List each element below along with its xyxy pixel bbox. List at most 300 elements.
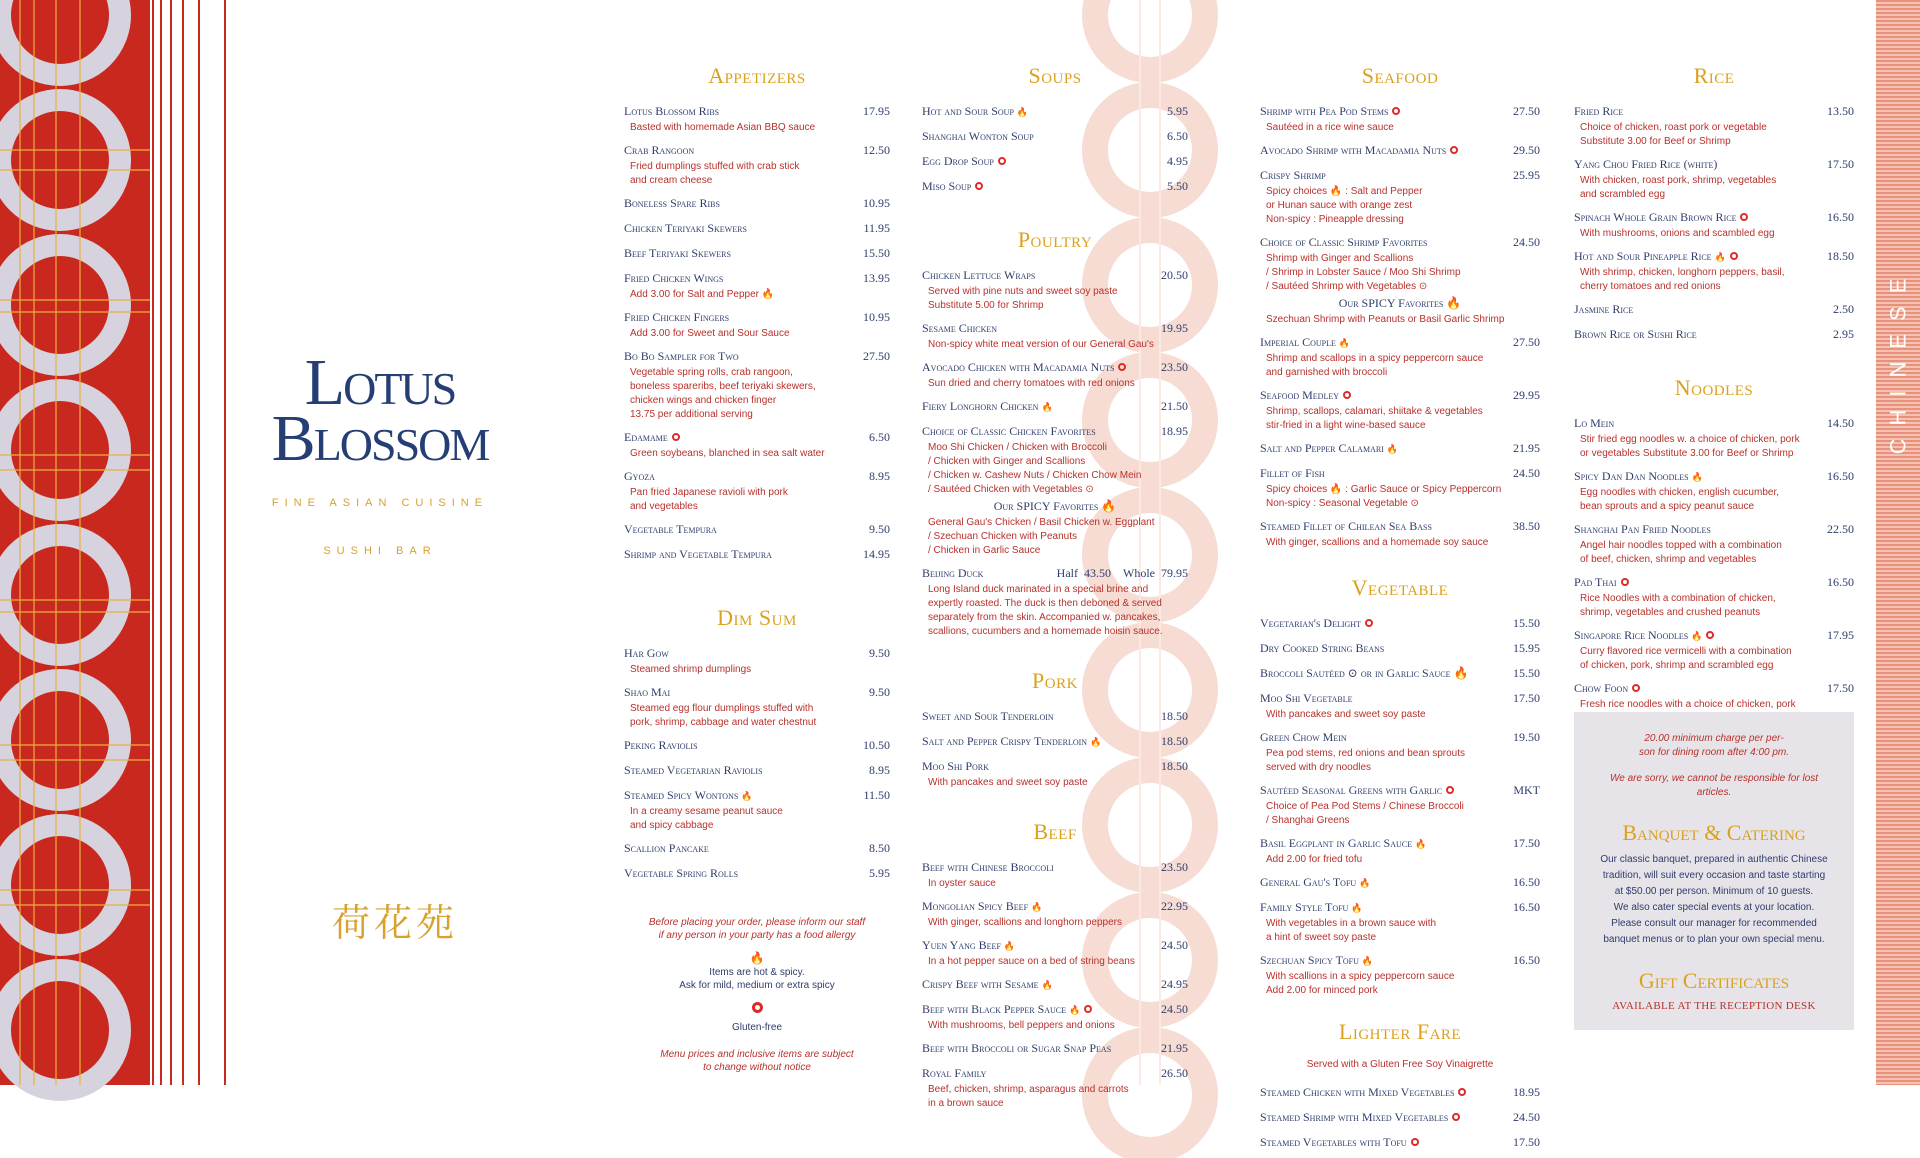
- menu-item-price: 14.50: [1827, 416, 1854, 430]
- menu-item: [922, 1000, 1188, 1032]
- menu-item-head: [624, 347, 890, 365]
- menu-item-name: Imperial Couple: [1260, 335, 1336, 349]
- menu-notes: [624, 916, 890, 1074]
- menu-item-name: Vegetarian's Delight: [1260, 616, 1361, 630]
- menu-item-head: [1574, 520, 1854, 538]
- section-appetizers: [624, 62, 890, 563]
- menu-item-description: Non-spicy : Pineapple dressing: [1266, 214, 1404, 225]
- menu-item: [1260, 951, 1540, 997]
- menu-item-head: [922, 975, 1188, 993]
- menu-item-name-wrap: [1260, 333, 1350, 351]
- hot-note-2: Ask for mild, medium or extra spicy: [679, 980, 835, 991]
- hot-spicy-icon: 🔥: [1041, 402, 1053, 412]
- menu-item: [1574, 102, 1854, 148]
- duck-prices: [1057, 566, 1188, 580]
- menu-item-price: 9.50: [869, 522, 890, 536]
- hot-spicy-icon: 🔥: [1031, 902, 1043, 912]
- section-title: Rice: [1693, 63, 1735, 88]
- menu-item-name: Lotus Blossom Ribs: [624, 104, 720, 118]
- menu-item-price: 14.95: [863, 547, 890, 561]
- hot-spicy-icon: 🔥: [1069, 1005, 1081, 1015]
- menu-item-head: [922, 732, 1188, 750]
- menu-item-price: 2.50: [1833, 302, 1854, 316]
- menu-item: [1574, 247, 1854, 293]
- gluten-free-icon: [1365, 619, 1373, 627]
- menu-item-head: [1260, 333, 1540, 351]
- menu-item-head: [1574, 102, 1854, 120]
- menu-item-description: Sautéed in a rice wine sauce: [1266, 122, 1394, 133]
- menu-item-description: cherry tomatoes and red onions: [1580, 281, 1721, 292]
- menu-item-name: Gyoza: [624, 469, 655, 483]
- column-4: [1574, 62, 1854, 746]
- section-lighter-fare: [1260, 1018, 1540, 1151]
- menu-item-price: 15.95: [1513, 641, 1540, 655]
- menu-item-name-wrap: [922, 936, 1015, 954]
- menu-item-name-wrap: [1260, 664, 1468, 682]
- menu-item-price: 25.95: [1513, 168, 1540, 182]
- hot-spicy-icon: 🔥: [1351, 903, 1363, 913]
- menu-item-name-wrap: [1574, 102, 1623, 120]
- menu-item-name-wrap: [1574, 414, 1614, 432]
- menu-item-name: Beef with Chinese Broccoli: [922, 860, 1054, 874]
- menu-item: [1574, 300, 1854, 318]
- menu-item-description: / Shanghai Greens: [1266, 815, 1350, 826]
- menu-item-description: Curry flavored rice vermicelli with a combination: [1580, 646, 1792, 657]
- half-label: Half: [1056, 566, 1078, 580]
- menu-item-name-wrap: [922, 358, 1126, 376]
- menu-item-name: Har Gow: [624, 646, 669, 660]
- menu-item-name-wrap: [624, 864, 738, 882]
- menu-item-price: MKT: [1513, 783, 1540, 797]
- menu-item-name: Sesame Chicken: [922, 321, 998, 335]
- menu-item: [624, 347, 890, 421]
- menu-item-description: In a hot pepper sauce on a bed of string beans: [928, 956, 1135, 967]
- section-title: Pork: [1032, 668, 1078, 693]
- banquet-line: banquet menus or to plan your own special menu.: [1603, 934, 1825, 945]
- menu-item-description: With vegetables in a brown sauce with: [1266, 918, 1437, 929]
- menu-item: [922, 266, 1188, 312]
- menu-item: [922, 1039, 1188, 1057]
- menu-item-head: [922, 102, 1188, 120]
- menu-item-head: [922, 1000, 1188, 1018]
- menu-item-price: 16.50: [1513, 875, 1540, 889]
- hot-spicy-icon: 🔥: [1041, 980, 1053, 990]
- menu-item: [1260, 834, 1540, 866]
- menu-item-name-wrap: [922, 1000, 1092, 1018]
- menu-item-name: Basil Eggplant in Garlic Sauce: [1260, 836, 1413, 850]
- menu-item-price: 19.95: [1161, 321, 1188, 335]
- menu-item-head: [624, 786, 890, 804]
- menu-item-description: Shrimp, scallops, calamari, shiitake & vegetables: [1266, 406, 1483, 417]
- menu-item-description: served with dry noodles: [1266, 762, 1372, 773]
- menu-item-name: Fried Chicken Wings: [624, 271, 724, 285]
- menu-item-description: With ginger, scallions and a homemade soy sauce: [1266, 537, 1489, 548]
- menu-item-head: [1574, 679, 1854, 697]
- menu-item-description: Choice of chicken, roast pork or vegetable: [1580, 122, 1767, 133]
- menu-item-price: 24.50: [1513, 1110, 1540, 1124]
- menu-item-name: Pad Thai: [1574, 575, 1617, 589]
- menu-item-name-wrap: [1574, 325, 1697, 343]
- menu-item-name-wrap: [1260, 689, 1352, 707]
- menu-item-price: 24.50: [1513, 466, 1540, 480]
- menu-item-head: [1260, 1133, 1540, 1151]
- menu-item-description: bean sprouts and a spicy peanut sauce: [1580, 501, 1755, 512]
- menu-item: [1574, 155, 1854, 201]
- menu-item-head: [1574, 208, 1854, 226]
- menu-item-description: Served with pine nuts and sweet soy paste: [928, 286, 1118, 297]
- menu-item-name: Steamed Vegetables with Tofu: [1260, 1135, 1407, 1149]
- side-word-chinese: CHINESE: [1885, 265, 1911, 455]
- column-3: [1260, 62, 1540, 1158]
- menu-item-name: Beef Teriyaki Skewers: [624, 246, 731, 260]
- menu-item-description: / Chicken with Ginger and Scallions: [928, 456, 1086, 467]
- menu-item-head: [1260, 386, 1540, 404]
- spicy-favorites-heading: Our SPICY Favorites 🔥: [993, 499, 1117, 513]
- menu-item-name: Sautéed Seasonal Greens with Garlic: [1260, 783, 1443, 797]
- gluten-free-icon: [1084, 1005, 1092, 1013]
- menu-item-name: Fried Chicken Fingers: [624, 310, 730, 324]
- logo-line-1: Lotus: [304, 346, 456, 419]
- menu-item-name-wrap: [1574, 208, 1748, 226]
- menu-item-description: Stir fried egg noodles w. a choice of chicken, pork: [1580, 434, 1800, 445]
- whole-price: 79.95: [1161, 566, 1188, 580]
- menu-item-description: Green soybeans, blanched in sea salt water: [630, 448, 825, 459]
- menu-item-description: Steamed shrimp dumplings: [630, 664, 752, 675]
- menu-item: [624, 102, 890, 134]
- menu-item-description: 13.75 per additional serving: [630, 409, 753, 420]
- menu-item-head: [922, 397, 1188, 415]
- info-box: [1574, 712, 1854, 1030]
- menu-item-price: 5.95: [869, 866, 890, 880]
- menu-item-head: [624, 520, 890, 538]
- menu-item: [1260, 873, 1540, 891]
- menu-item-price: 27.50: [1513, 335, 1540, 349]
- gluten-free-icon: [1411, 1138, 1419, 1146]
- menu-item-head: [624, 761, 890, 779]
- menu-item: [922, 102, 1188, 120]
- section-beef: [922, 818, 1188, 1110]
- menu-item-description: Shrimp and scallops in a spicy peppercorn sauce: [1266, 353, 1484, 364]
- menu-item: [1574, 414, 1854, 460]
- menu-item: [922, 707, 1188, 725]
- menu-item-price: 24.50: [1513, 235, 1540, 249]
- menu-item-name-wrap: [624, 102, 719, 120]
- menu-item-description: Add 2.00 for fried tofu: [1266, 854, 1363, 865]
- menu-item-description: Add 3.00 for Sweet and Sour Sauce: [630, 328, 790, 339]
- column-2: [922, 62, 1188, 1117]
- menu-item-description: With ginger, scallions and longhorn peppers: [928, 917, 1123, 928]
- menu-item-name: Beef with Broccoli or Sugar Snap Peas: [922, 1041, 1112, 1055]
- menu-item-name: Fillet of Fish: [1260, 466, 1325, 480]
- hot-spicy-icon: 🔥: [1016, 107, 1029, 117]
- menu-item-name-wrap: [1260, 102, 1400, 120]
- menu-item-price: 18.95: [1161, 424, 1188, 438]
- menu-item-head: [1574, 325, 1854, 343]
- menu-item-name: Spinach Whole Grain Brown Rice: [1574, 210, 1737, 224]
- menu-item-price: 18.50: [1161, 709, 1188, 723]
- whole-label: Whole: [1123, 566, 1155, 580]
- menu-item: [1260, 639, 1540, 657]
- menu-item-name: Chow Foon: [1574, 681, 1629, 695]
- menu-item-price: 16.50: [1513, 953, 1540, 967]
- menu-item-description: expertly roasted. The duck is then deboned & served: [928, 598, 1162, 609]
- menu-item-name: Jasmine Rice: [1574, 302, 1634, 316]
- menu-item-description: Moo Shi Chicken / Chicken with Broccoli: [928, 442, 1107, 453]
- section-pork: [922, 667, 1188, 789]
- menu-item: [1260, 141, 1540, 159]
- menu-item-price: 26.50: [1161, 1066, 1188, 1080]
- menu-item-price: 24.50: [1161, 1002, 1188, 1016]
- menu-item-head: [1574, 467, 1854, 485]
- menu-item-name: Hot and Sour Pineapple Rice: [1574, 249, 1712, 263]
- menu-item-name-wrap: [624, 545, 772, 563]
- menu-item-head: [1574, 573, 1854, 591]
- menu-item-price: 5.50: [1167, 179, 1188, 193]
- menu-item-name-wrap: [624, 194, 720, 212]
- menu-item-name: Vegetable Spring Rolls: [624, 866, 739, 880]
- menu-item-price: 10.95: [863, 196, 890, 210]
- menu-item: [1260, 464, 1540, 510]
- menu-item-description: / Chicken w. Cashew Nuts / Chicken Chow Mein: [928, 470, 1142, 481]
- menu-item: [624, 786, 890, 832]
- gluten-free-icon: [1632, 684, 1640, 692]
- menu-item-price: 13.50: [1827, 104, 1854, 118]
- minimum-charge-1: 20.00 minimum charge per per-: [1644, 733, 1784, 744]
- menu-item-head: [624, 736, 890, 754]
- menu-item-head: [1260, 102, 1540, 120]
- menu-item-head: [1260, 728, 1540, 746]
- banquet-line: Our classic banquet, prepared in authentic Chinese: [1600, 854, 1828, 865]
- menu-item-name-wrap: [1574, 247, 1738, 265]
- menu-item-description: of chicken, pork, shrimp and scrambled egg: [1580, 660, 1774, 671]
- menu-item-head: [1260, 166, 1540, 184]
- menu-item-name: Chicken Lettuce Wraps: [922, 268, 1036, 282]
- menu-item-name: Fiery Longhorn Chicken: [922, 399, 1039, 413]
- menu-item-head: [1574, 626, 1854, 644]
- menu-item: [1260, 333, 1540, 379]
- menu-item-head: [1260, 689, 1540, 707]
- menu-item-name: Yuen Yang Beef: [922, 938, 1001, 952]
- menu-item-name: Mongolian Spicy Beef: [922, 899, 1029, 913]
- menu-item-name-wrap: [624, 786, 753, 804]
- menu-item-price: 23.50: [1161, 860, 1188, 874]
- menu-item-head: [1260, 873, 1540, 891]
- menu-item: [1260, 166, 1540, 226]
- menu-item-name: Yang Chou Fried Rice (white): [1574, 157, 1718, 171]
- menu-item-price: 6.50: [869, 430, 890, 444]
- menu-item: [1260, 386, 1540, 432]
- menu-item-name: Miso Soup: [922, 179, 972, 193]
- menu-item-price: 8.95: [869, 763, 890, 777]
- menu-item-head: [624, 102, 890, 120]
- menu-item-description: In a creamy sesame peanut sauce: [630, 806, 783, 817]
- banquet-line: Please consult our manager for recommended: [1611, 918, 1817, 929]
- menu-item-name: Avocado Chicken with Macadamia Nuts: [922, 360, 1115, 374]
- menu-item-name-wrap: [1574, 155, 1717, 173]
- menu-item-name: Moo Shi Pork: [922, 759, 989, 773]
- menu-item: [922, 319, 1188, 351]
- menu-item-description: Vegetable spring rolls, crab rangoon,: [630, 367, 793, 378]
- menu-item-description: Non-spicy white meat version of our General Gau's: [928, 339, 1154, 350]
- gluten-free-icon: [1740, 213, 1748, 221]
- menu-item-name-wrap: [1260, 1083, 1466, 1101]
- menu-item-name-wrap: [1574, 520, 1711, 538]
- gluten-free-icon: [1343, 391, 1351, 399]
- menu-item-description: Pea pod stems, red onions and bean sprouts: [1266, 748, 1466, 759]
- menu-item-description: / Shrimp in Lobster Sauce / Moo Shi Shrimp: [1266, 267, 1461, 278]
- menu-item-head: [1260, 614, 1540, 632]
- menu-item: [922, 422, 1188, 557]
- menu-item-name-wrap: [922, 1064, 986, 1082]
- menu-item-price: 16.50: [1827, 469, 1854, 483]
- menu-item-description: Spicy choices 🔥 : Garlic Sauce or Spicy Peppercorn: [1266, 484, 1502, 495]
- menu-item-price: 18.50: [1161, 759, 1188, 773]
- menu-item: [1260, 517, 1540, 549]
- hot-spicy-icon: 🔥: [1415, 839, 1427, 849]
- menu-item-name-wrap: [624, 761, 763, 779]
- gluten-free-icon: [672, 433, 680, 441]
- menu-item: [624, 244, 890, 262]
- menu-item-description: of beef, chicken, shrimp and vegetables: [1580, 554, 1757, 565]
- menu-item-price: 11.95: [863, 221, 890, 235]
- gift-certificates-title: Gift Certificates: [1638, 968, 1790, 993]
- section-rice: [1574, 62, 1854, 343]
- gluten-free-icon: [1446, 786, 1454, 794]
- menu-item-head: [1574, 247, 1854, 265]
- menu-item-name: Steamed Shrimp with Mixed Vegetables: [1260, 1110, 1449, 1124]
- menu-item-name: Brown Rice or Sushi Rice: [1574, 327, 1697, 341]
- menu-item-head: [922, 177, 1188, 195]
- menu-item-price: 17.95: [863, 104, 890, 118]
- menu-item-name: Sweet and Sour Tenderloin: [922, 709, 1054, 723]
- hot-spicy-icon: 🔥: [741, 791, 753, 801]
- menu-item: [1574, 467, 1854, 513]
- menu-item-name: Crispy Beef with Sesame: [922, 977, 1039, 991]
- banquet-line: at $50.00 per person. Minimum of 10 guests.: [1614, 886, 1814, 897]
- menu-item-name-wrap: [1260, 166, 1326, 184]
- menu-item-name: Vegetable Tempura: [624, 522, 717, 536]
- menu-item-price: 22.95: [1161, 899, 1188, 913]
- menu-item: [624, 839, 890, 857]
- menu-item-head: [624, 269, 890, 287]
- menu-item-description: With pancakes and sweet soy paste: [1266, 709, 1426, 720]
- menu-item-name-wrap: [922, 319, 997, 337]
- menu-item-name-wrap: [1260, 439, 1398, 457]
- menu-item: [922, 936, 1188, 968]
- menu-item-price: 22.50: [1827, 522, 1854, 536]
- menu-item-name-wrap: [1260, 141, 1458, 159]
- menu-item-description: and spicy cabbage: [630, 820, 714, 831]
- menu-item-description: Basted with homemade Asian BBQ sauce: [630, 122, 816, 133]
- menu-item-name-wrap: [1260, 1108, 1460, 1126]
- menu-item: [922, 152, 1188, 170]
- menu-item-name: Fried Rice: [1574, 104, 1624, 118]
- menu-item-price: 17.95: [1827, 628, 1854, 642]
- menu-item-head: [1260, 664, 1540, 682]
- menu-item-head: [922, 127, 1188, 145]
- menu-item: [1574, 208, 1854, 240]
- menu-item-name: Family Style Tofu: [1260, 900, 1349, 914]
- menu-item-name: Dry Cooked String Beans: [1260, 641, 1385, 655]
- menu-item-name-wrap: [1260, 614, 1373, 632]
- menu-item-name: Boneless Spare Ribs: [624, 196, 720, 210]
- menu-item-head: [1260, 834, 1540, 852]
- banquet-text: [1592, 852, 1836, 948]
- chinese-logo: 荷花苑: [332, 901, 459, 945]
- menu-item: [624, 545, 890, 563]
- menu-item: [624, 864, 890, 882]
- menu-item: [1260, 233, 1540, 326]
- gluten-free-icon: [1118, 363, 1126, 371]
- menu-item: [1260, 1133, 1540, 1151]
- menu-item-name: Salt and Pepper Crispy Tenderloin: [922, 734, 1088, 748]
- ring-pattern-left: [0, 0, 150, 1085]
- banquet-line: tradition, will suit every occasion and taste starting: [1602, 870, 1826, 881]
- menu-item-name-wrap: [624, 736, 698, 754]
- menu-item-price: 19.50: [1513, 730, 1540, 744]
- menu-item-head: [922, 1064, 1188, 1082]
- menu-item-head: [1260, 1108, 1540, 1126]
- menu-item-head: [1260, 898, 1540, 916]
- menu-item-name-wrap: [624, 219, 747, 237]
- gluten-free-icon: [1392, 107, 1400, 115]
- menu-item-name-wrap: [1574, 679, 1640, 697]
- menu-item: [1260, 1108, 1540, 1126]
- section-title: Soups: [1028, 63, 1082, 88]
- section-title: Appetizers: [708, 63, 806, 88]
- menu-item-description: With scallions in a spicy peppercorn sauce: [1266, 971, 1455, 982]
- menu-item-name: Green Chow Mein: [1260, 730, 1347, 744]
- menu-item-price: 15.50: [1513, 666, 1540, 680]
- hot-spicy-icon: 🔥: [749, 951, 765, 965]
- menu-item: [922, 358, 1188, 390]
- menu-item-name-wrap: [624, 347, 739, 365]
- menu-item-name-wrap: [624, 683, 670, 701]
- menu-item-description: boneless spareribs, beef teriyaki skewers,: [630, 381, 816, 392]
- menu-item-head: [1260, 439, 1540, 457]
- menu-item: [624, 219, 890, 237]
- menu-item: [1574, 573, 1854, 619]
- menu-item-name-wrap: [1260, 781, 1454, 799]
- menu-item-price: 29.50: [1513, 143, 1540, 157]
- section-subtitle: Served with a Gluten Free Soy Vinaigrette: [1306, 1059, 1494, 1070]
- lost-articles-note: We are sorry, we cannot be responsible for lost articles.: [1609, 773, 1819, 798]
- menu-item-name-wrap: [922, 102, 1028, 120]
- hot-note-1: Items are hot & spicy.: [709, 967, 805, 978]
- menu-item-name: Crispy Shrimp: [1260, 168, 1326, 182]
- menu-item: [624, 736, 890, 754]
- section-title: Seafood: [1361, 63, 1439, 88]
- menu-item-price: 5.95: [1167, 104, 1188, 118]
- menu-item-price: 21.95: [1513, 441, 1540, 455]
- menu-item-head: [922, 757, 1188, 775]
- menu-item-head: [922, 897, 1188, 915]
- gluten-free-icon: [1621, 578, 1629, 586]
- menu-item: [922, 858, 1188, 890]
- menu-item-name: Choice of Classic Chicken Favorites: [922, 424, 1096, 438]
- menu-item-price: 12.50: [863, 143, 890, 157]
- menu-item: [922, 127, 1188, 145]
- menu-item-description: / Szechuan Chicken with Peanuts: [928, 531, 1077, 542]
- menu-item-name: Shanghai Wonton Soup: [922, 129, 1034, 143]
- menu-item-price: 17.50: [1513, 1135, 1540, 1149]
- menu-item: [1574, 325, 1854, 343]
- menu-item-name: Moo Shi Vegetable: [1260, 691, 1353, 705]
- menu-item-head: [1260, 517, 1540, 535]
- menu-item-description: / Sautéed Chicken with Vegetables ⊙: [928, 484, 1094, 495]
- menu-item-description: Long Island duck marinated in a special brine and: [928, 584, 1149, 595]
- half-price: 43.50: [1084, 566, 1111, 580]
